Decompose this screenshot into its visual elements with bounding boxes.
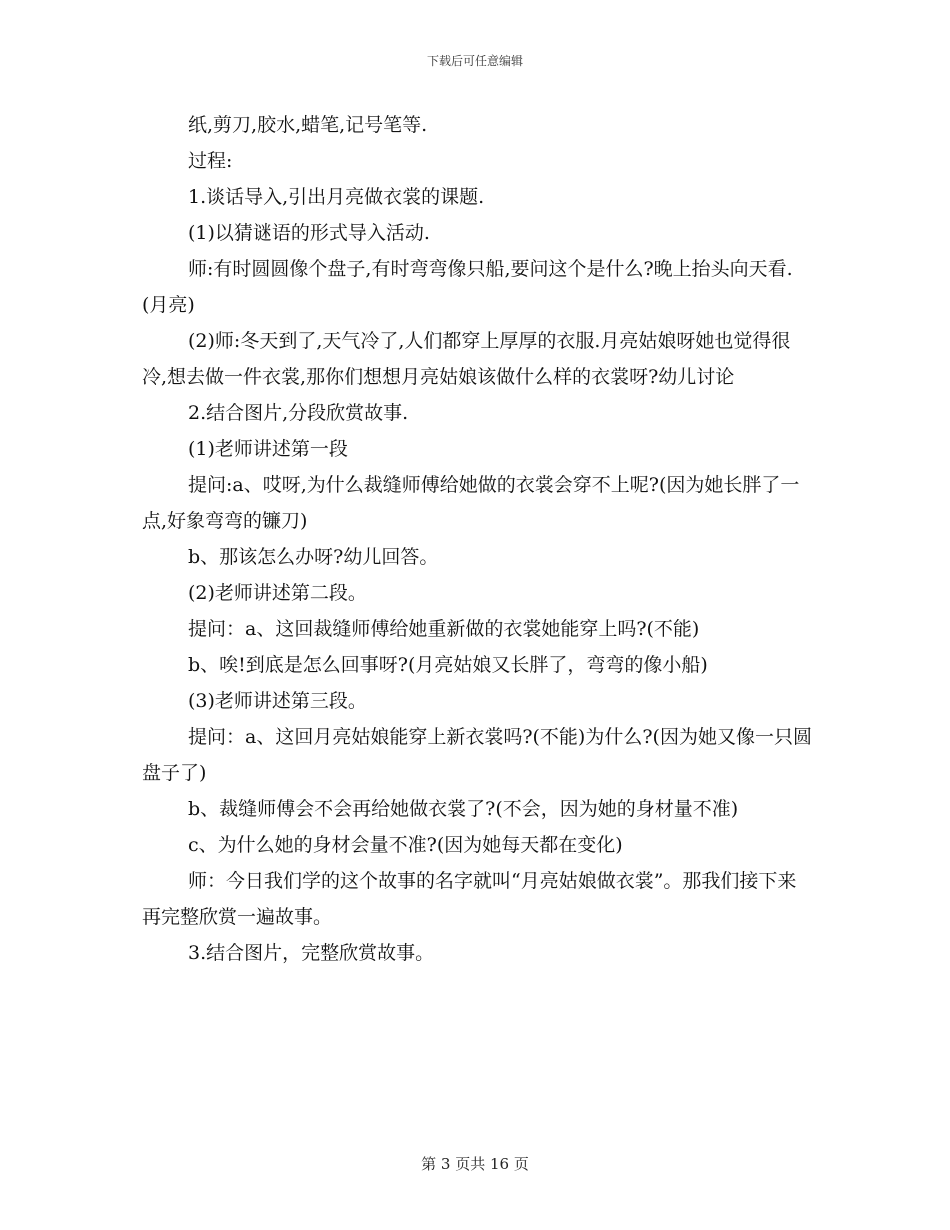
paragraph: 提问：a、这回月亮姑娘能穿上新衣裳吗?(不能)为什么?(因为她又像一只圆盘子了) — [142, 726, 812, 784]
paragraph: (1)以猜谜语的形式导入活动. — [188, 222, 430, 244]
paragraph: b、那该怎么办呀?幼儿回答。 — [188, 546, 439, 568]
paragraph: (3)老师讲述第三段。 — [188, 690, 367, 712]
document-body — [142, 107, 814, 971]
paragraph: b、唉!到底是怎么回事呀?(月亮姑娘又长胖了，弯弯的像小船) — [188, 654, 708, 676]
paragraph: 提问:a、哎呀,为什么裁缝师傅给她做的衣裳会穿不上呢?(因为她长胖了一点,好象弯弯的镰刀) — [142, 474, 800, 532]
paragraph: 1.谈话导入,引出月亮做衣裳的课题. — [188, 186, 485, 208]
paragraph: (1)老师讲述第一段 — [188, 438, 348, 460]
paragraph: 3.结合图片，完整欣赏故事。 — [188, 942, 435, 964]
page-header: 下载后可任意编辑 — [426, 54, 523, 68]
paragraph: 师:有时圆圆像个盘子,有时弯弯像只船,要问这个是什么?晚上抬头向天看.(月亮) — [142, 258, 793, 316]
paragraph: 提问：a、这回裁缝师傅给她重新做的衣裳她能穿上吗?(不能) — [188, 618, 700, 640]
paragraph: 纸,剪刀,胶水,蜡笔,记号笔等. — [188, 114, 428, 136]
page-footer: 第 3 页共 16 页 — [421, 1155, 529, 1173]
paragraph: 2.结合图片,分段欣赏故事. — [188, 402, 409, 424]
paragraph: 过程: — [188, 150, 233, 172]
paragraph: c、为什么她的身材会量不准?(因为她每天都在变化) — [188, 834, 623, 856]
paragraph: 师：今日我们学的这个故事的名字就叫“月亮姑娘做衣裳”。那我们接下来再完整欣赏一遍故事。 — [142, 870, 797, 928]
paragraph: (2)师:冬天到了,天气冷了,人们都穿上厚厚的衣服.月亮姑娘呀她也觉得很冷,想去做一件衣裳,那你们想想月亮姑娘该做什么样的衣裳呀?幼儿讨论 — [142, 330, 791, 388]
paragraph: (2)老师讲述第二段。 — [188, 582, 367, 604]
paragraph: b、裁缝师傅会不会再给她做衣裳了?(不会，因为她的身材量不准) — [188, 798, 739, 820]
